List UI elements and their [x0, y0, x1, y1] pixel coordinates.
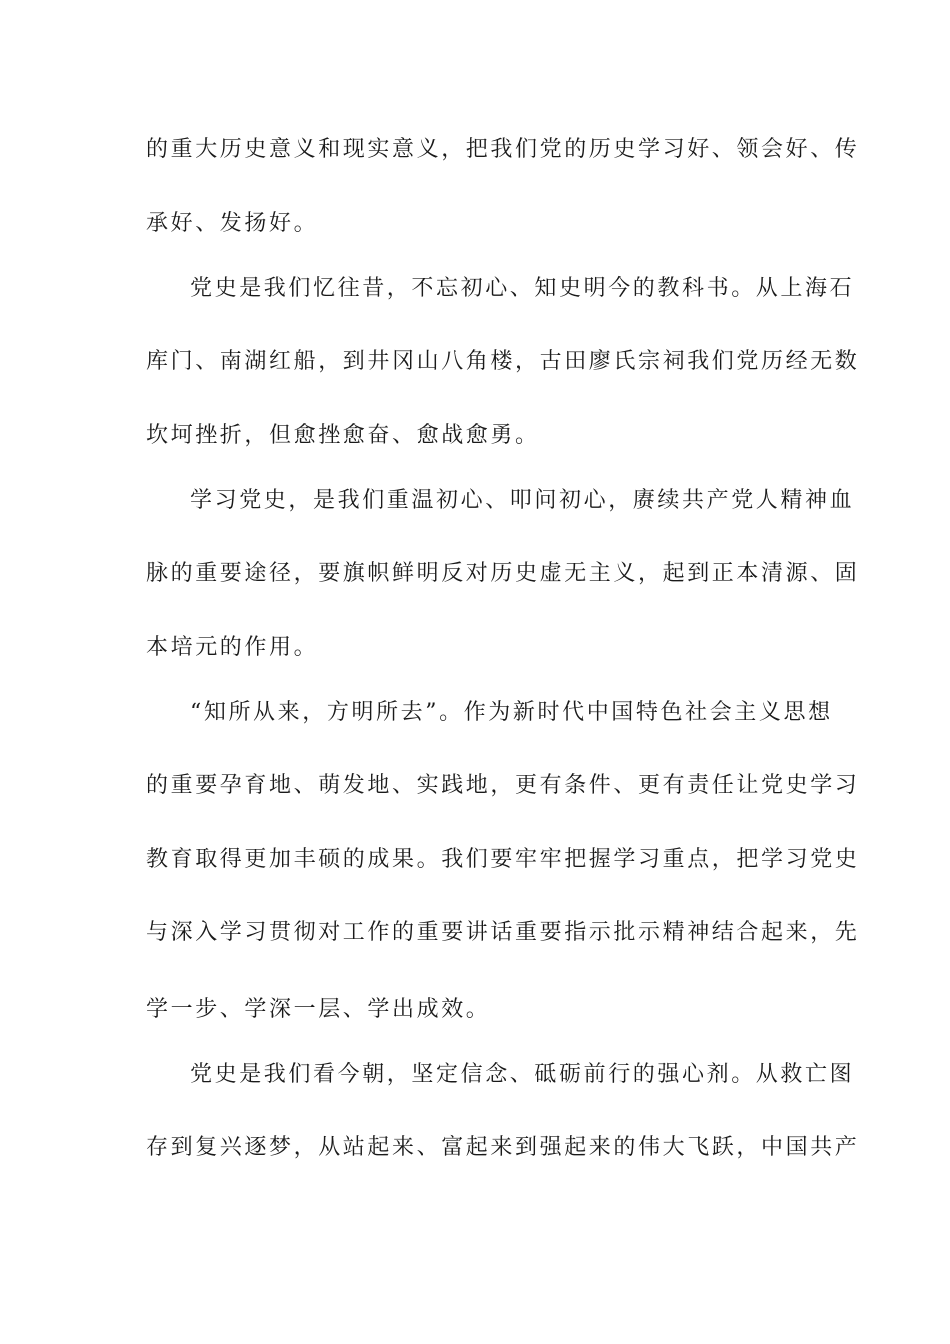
paragraph-first-line: 党史是我们忆往昔，不忘初心、知史明今的教科书。从上海石: [190, 276, 855, 301]
text-line: 教育取得更加丰硕的成果。我们要牢牢把握学习重点，把学习党史: [146, 847, 860, 872]
text-line: 承好、发扬好。: [146, 211, 319, 236]
paragraph-first-line: 学习党史，是我们重温初心、叩问初心，赓续共产党人精神血: [190, 488, 855, 513]
paragraph-first-line: “知所从来，方明所去”。作为新时代中国特色社会主义思想: [190, 700, 833, 725]
text-line: 脉的重要途径，要旗帜鲜明反对历史虚无主义，起到正本清源、固: [146, 561, 860, 586]
text-line: 的重要孕育地、萌发地、实践地，更有条件、更有责任让党史学习: [146, 773, 860, 798]
text-line: 学一步、学深一层、学出成效。: [146, 997, 491, 1022]
text-line: 本培元的作用。: [146, 635, 319, 660]
text-line: 存到复兴逐梦，从站起来、富起来到强起来的伟大飞跃，中国共产: [146, 1135, 860, 1160]
text-line: 库门、南湖红船，到井冈山八角楼，古田廖氏宗祠我们党历经无数: [146, 349, 860, 374]
paragraph-first-line: 党史是我们看今朝，坚定信念、砥砺前行的强心剂。从救亡图: [190, 1062, 855, 1087]
text-line: 坎坷挫折，但愈挫愈奋、愈战愈勇。: [146, 423, 540, 448]
text-line: 的重大历史意义和现实意义，把我们党的历史学习好、领会好、传: [146, 137, 860, 162]
text-line: 与深入学习贯彻对工作的重要讲话重要指示批示精神结合起来，先: [146, 920, 860, 945]
